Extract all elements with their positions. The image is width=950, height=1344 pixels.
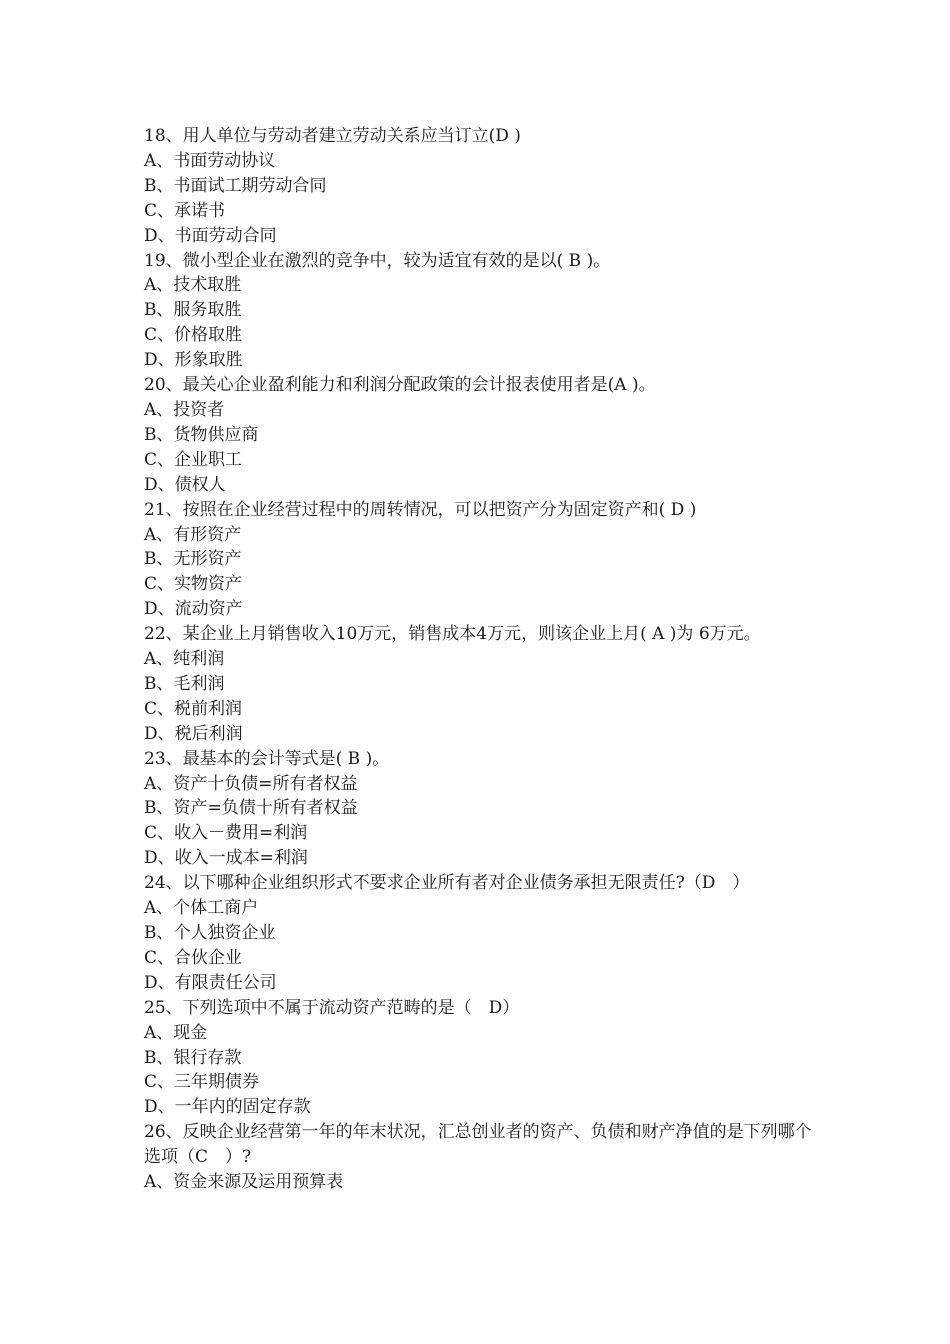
option-b: B、毛利润 — [144, 673, 225, 694]
option-c: C、价格取胜 — [144, 325, 243, 346]
question-stem: 20、最关心企业盈利能力和利润分配政策的会计报表使用者是(A )。 — [144, 375, 656, 396]
option-d: D、一年内的固定存款 — [144, 1097, 311, 1118]
question-stem: 24、以下哪种企业组织形式不要求企业所有者对企业债务承担无限责任?（D ） — [144, 873, 750, 894]
question-stem: 22、某企业上月销售收入10万元，销售成本4万元，则该企业上月( A )为 6万元。 — [144, 624, 761, 645]
option-a: A、投资者 — [144, 399, 225, 420]
option-b: B、货物供应商 — [144, 424, 259, 445]
question-20 — [144, 373, 812, 498]
option-a: A、资金来源及运用预算表 — [144, 1172, 344, 1193]
option-c: C、税前利润 — [144, 698, 243, 719]
question-24 — [144, 871, 812, 996]
option-b: B、银行存款 — [144, 1047, 242, 1068]
option-b: B、书面试工期劳动合同 — [144, 175, 327, 196]
option-a: A、有形资产 — [144, 524, 242, 545]
question-22 — [144, 622, 812, 747]
question-26 — [144, 1120, 812, 1195]
question-18 — [144, 124, 812, 249]
option-c: C、合伙企业 — [144, 947, 243, 968]
option-c: C、收入－费用=利润 — [144, 823, 308, 844]
option-d: D、收入一成本=利润 — [144, 848, 308, 869]
option-d: D、书面劳动合同 — [144, 225, 277, 246]
option-b: B、服务取胜 — [144, 300, 242, 321]
question-23 — [144, 747, 812, 872]
question-25 — [144, 996, 812, 1121]
option-a: A、资产十负债=所有者权益 — [144, 773, 358, 794]
option-c: C、三年期债券 — [144, 1072, 260, 1093]
option-d: D、有限责任公司 — [144, 972, 277, 993]
question-19 — [144, 249, 812, 374]
option-c: C、承诺书 — [144, 200, 226, 221]
option-b: B、无形资产 — [144, 549, 242, 570]
question-stem: 26、反映企业经营第一年的年末状况，汇总创业者的资产、负债和财产净值的是下列哪个选项（C ）? — [144, 1122, 812, 1168]
option-d: D、形象取胜 — [144, 350, 243, 371]
question-stem: 25、下列选项中不属于流动资产范畴的是（ D） — [144, 997, 520, 1018]
document-page — [144, 124, 812, 1195]
option-a: A、个体工商户 — [144, 898, 259, 919]
option-b: B、资产=负债十所有者权益 — [144, 798, 358, 819]
question-stem: 23、最基本的会计等式是( B )。 — [144, 748, 390, 769]
option-a: A、纯利润 — [144, 649, 225, 670]
question-stem: 18、用人单位与劳动者建立劳动关系应当订立(D ) — [144, 126, 521, 146]
option-a: A、技术取胜 — [144, 275, 242, 296]
question-21 — [144, 498, 812, 623]
option-c: C、企业职工 — [144, 449, 243, 470]
option-a: A、现金 — [144, 1022, 208, 1043]
question-stem: 21、按照在企业经营过程中的周转情况，可以把资产分为固定资产和( D ) — [144, 499, 697, 520]
option-d: D、债权人 — [144, 474, 226, 495]
option-d: D、税后利润 — [144, 723, 243, 744]
option-a: A、书面劳动协议 — [144, 150, 276, 171]
option-c: C、实物资产 — [144, 574, 243, 595]
question-stem: 19、微小型企业在激烈的竞争中，较为适宜有效的是以( B )。 — [144, 250, 611, 271]
option-d: D、流动资产 — [144, 599, 243, 620]
option-b: B、个人独资企业 — [144, 923, 276, 943]
